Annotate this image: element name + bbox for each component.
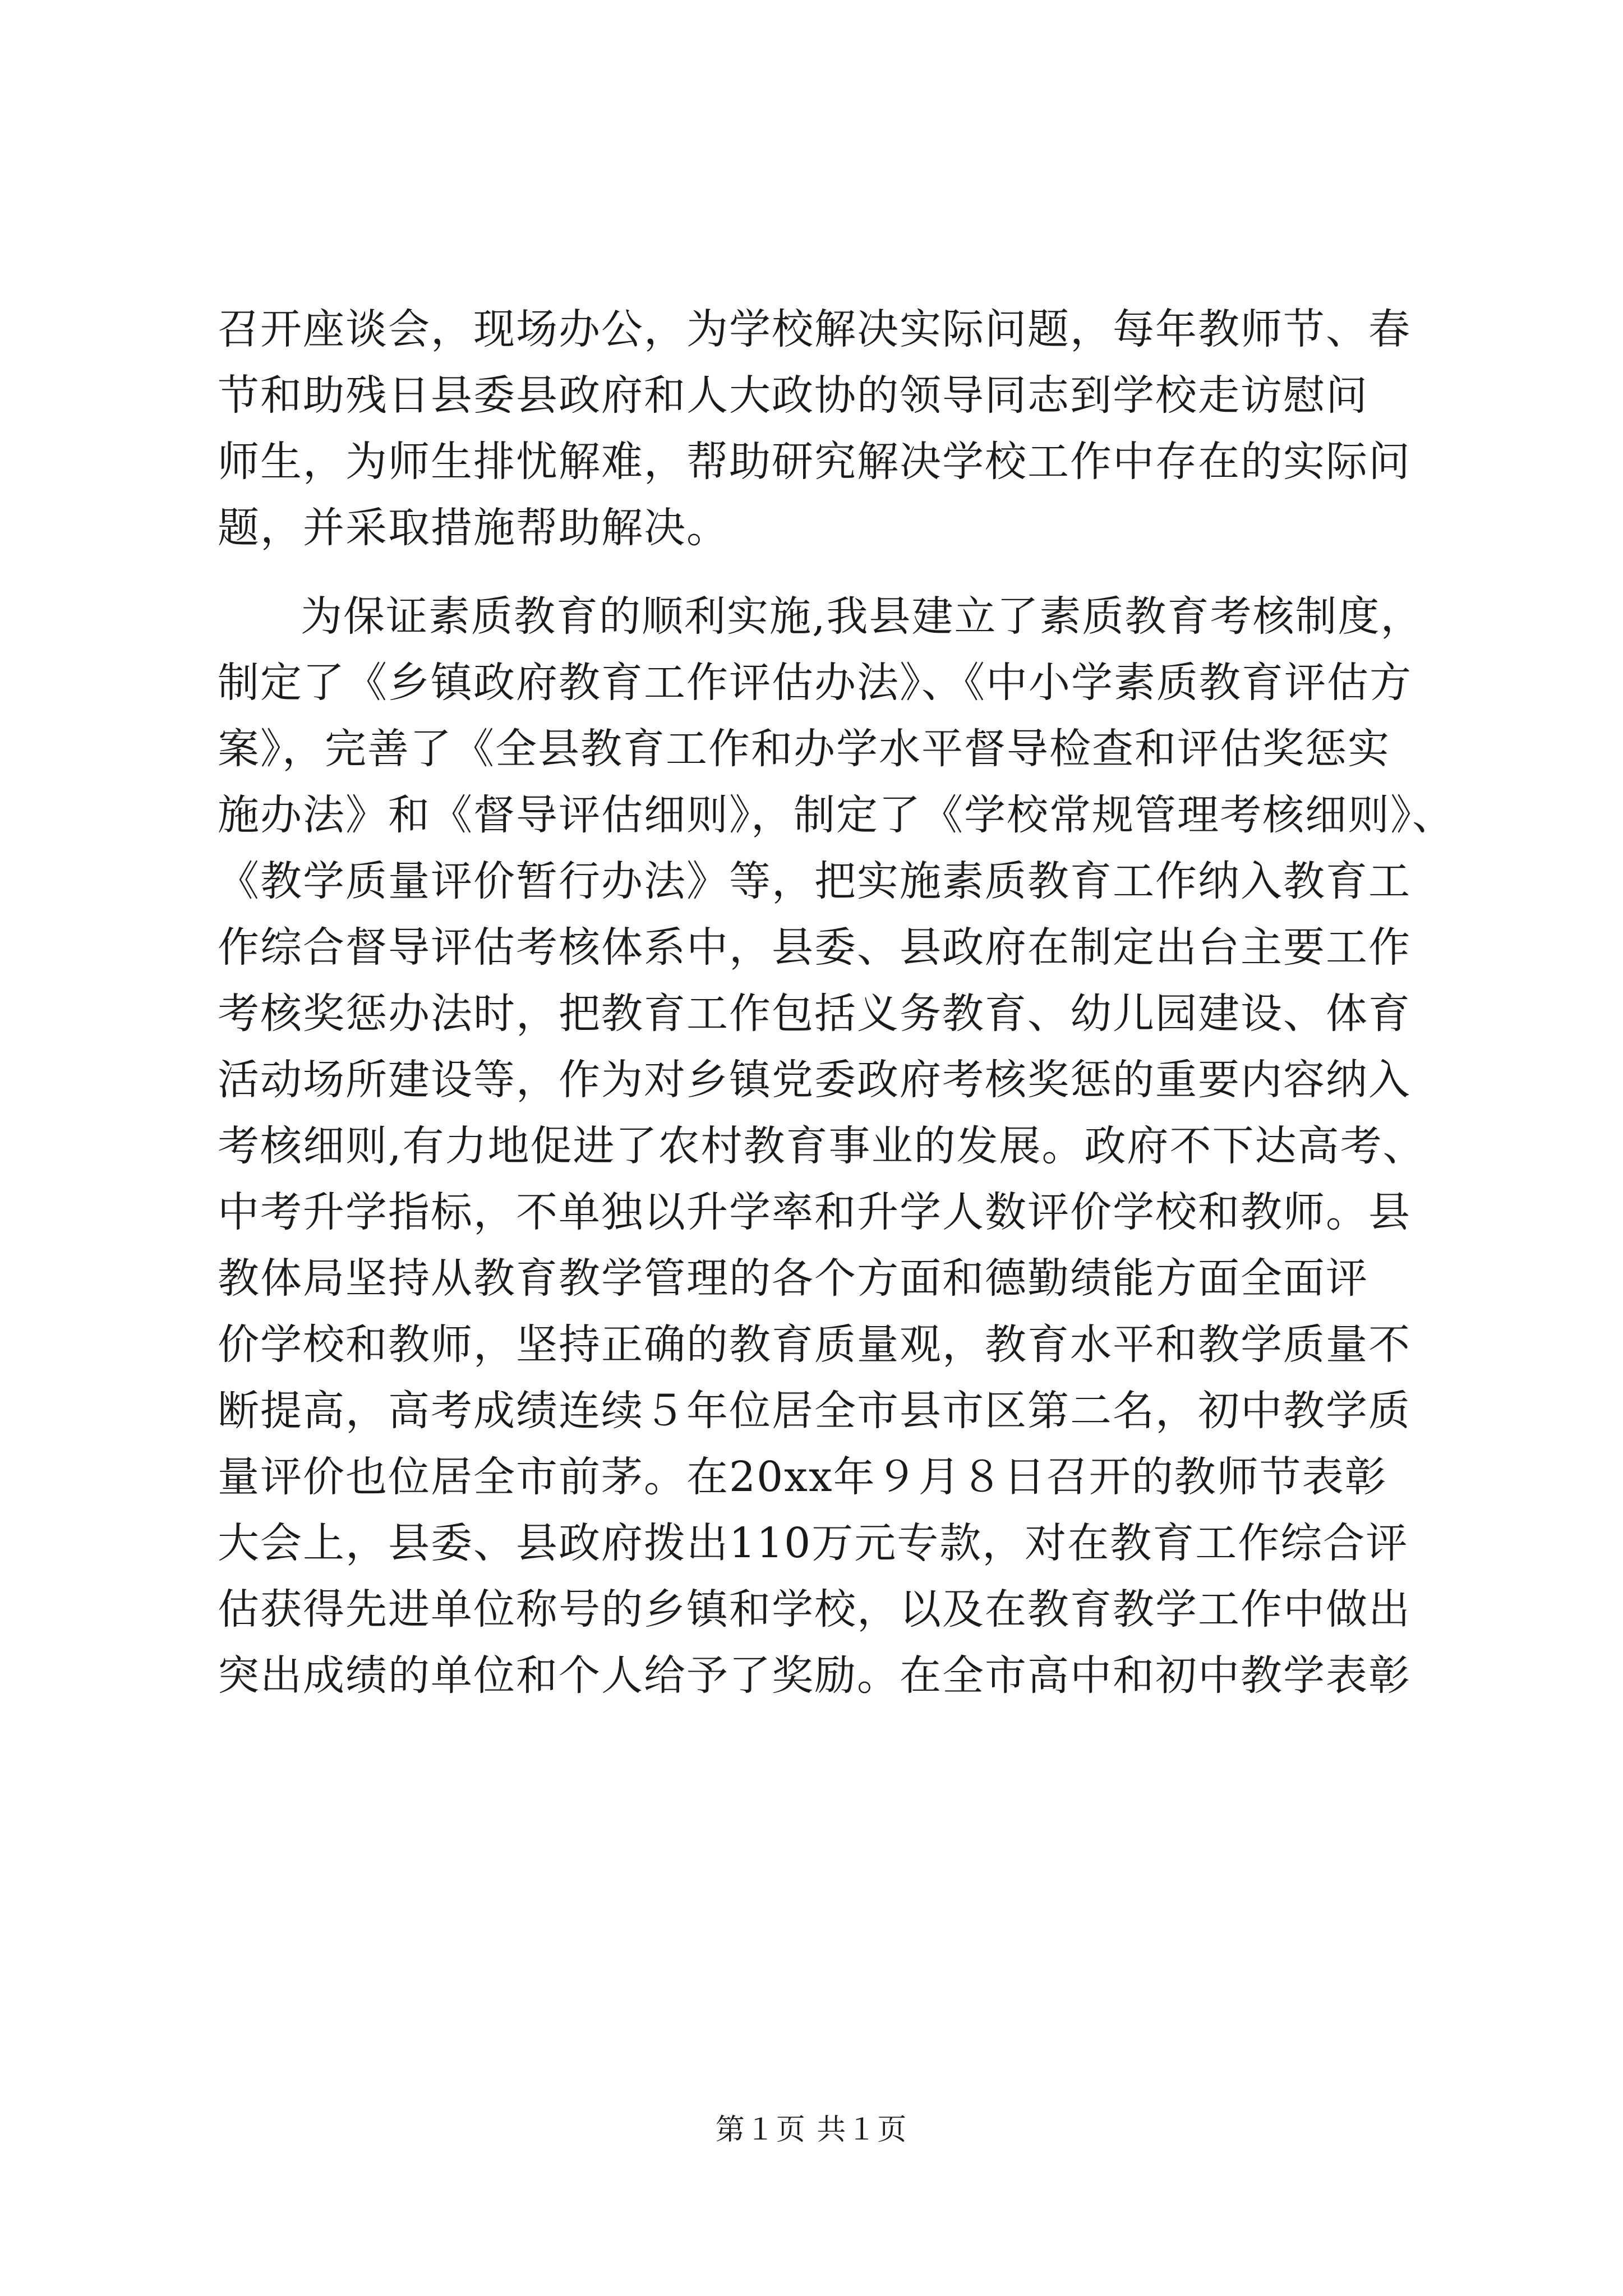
text-line: 量评价也位居全市前茅。在20xx年９月８日召开的教师节表彰 (218, 1453, 1387, 1501)
text-line: 突出成绩的单位和个人给予了奖励。在全市高中和初中教学表彰 (218, 1651, 1411, 1700)
text-line: 价学校和教师，坚持正确的教育质量观，教育水平和教学质量不 (218, 1320, 1411, 1369)
text-line: 考核奖惩办法时，把教育工作包括义务教育、幼儿园建设、体育 (218, 990, 1411, 1038)
document-body (218, 296, 1455, 1709)
text-line: 案》，完善了《全县教育工作和办学水平督导检查和评估奖惩实 (218, 725, 1390, 773)
text-line: 中考升学指标，不单独以升学率和升学人数评价学校和教师。县 (218, 1188, 1411, 1236)
text-line: 节和助残日县委县政府和人大政协的领导同志到学校走访慰问 (218, 371, 1368, 420)
text-line: 断提高，高考成绩连续５年位居全市县市区第二名，初中教学质 (218, 1387, 1411, 1435)
text-line: 题，并采取措施帮助解决。 (218, 504, 729, 552)
text-line: 《教学质量评价暂行办法》等，把实施素质教育工作纳入教育工 (218, 857, 1411, 905)
text-line: 活动场所建设等，作为对乡镇党委政府考核奖惩的重要内容纳入 (218, 1056, 1411, 1104)
paragraph-first-line: 为保证素质教育的顺利实施,我县建立了素质教育考核制度， (301, 592, 1423, 641)
text-line: 施办法》和《督导评估细则》，制定了《学校常规管理考核细则》、 (218, 791, 1455, 839)
text-line: 召开座谈会，现场办公，为学校解决实际问题，每年教师节、春 (218, 305, 1411, 353)
text-line: 考核细则,有力地促进了农村教育事业的发展。政府不下达高考、 (218, 1122, 1426, 1170)
text-line: 教体局坚持从教育教学管理的各个方面和德勤绩能方面全面评 (218, 1254, 1368, 1303)
text-line: 估获得先进单位称号的乡镇和学校，以及在教育教学工作中做出 (218, 1585, 1411, 1634)
text-line: 大会上，县委、县政府拨出110万元专款，对在教育工作综合评 (218, 1519, 1409, 1567)
text-line: 制定了《乡镇政府教育工作评估办法》、《中小学素质教育评估方 (218, 659, 1412, 707)
text-line: 师生，为师生排忧解难，帮助研究解决学校工作中存在的实际问 (218, 438, 1411, 486)
page-number-footer: 第１页 共１页 (715, 2113, 908, 2147)
text-line: 作综合督导评估考核体系中，县委、县政府在制定出台主要工作 (218, 923, 1411, 972)
